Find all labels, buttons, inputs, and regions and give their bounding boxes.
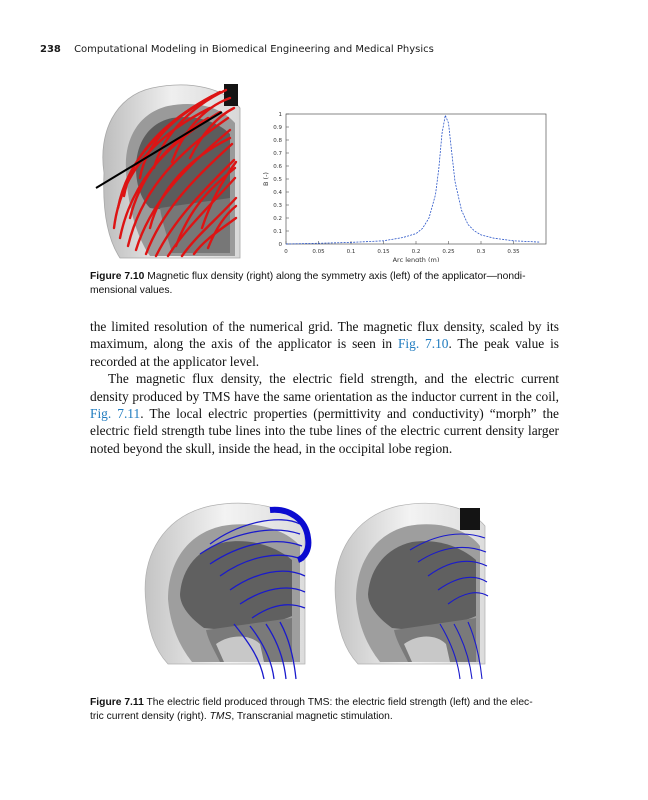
paragraph-1 bbox=[90, 318, 559, 370]
figure-7-10 bbox=[90, 78, 560, 262]
y-tick-label: 1 bbox=[278, 112, 282, 118]
figure-7-11-label: Figure 7.11 bbox=[90, 697, 144, 708]
y-tick-label: 0.3 bbox=[273, 203, 282, 209]
paragraph-1-text-a: the limited resolution of the numerical grid. The magnetic flux density, scaled by its maximum, along the axis of the applicator is seen in bbox=[90, 319, 559, 352]
x-tick-label: 0.35 bbox=[507, 249, 520, 255]
figure-7-10-graphics bbox=[90, 78, 560, 262]
figure-7-11-link[interactable]: Fig. 7.11 bbox=[90, 406, 141, 422]
figure-7-10-caption-line2: mensional values. bbox=[90, 285, 173, 296]
x-axis-label: Arc length (m) bbox=[392, 256, 440, 262]
figure-7-10-caption-line1: Magnetic flux density (right) along the symmetry axis (left) of the applicator—nondi- bbox=[144, 271, 526, 282]
electric-current-density-head bbox=[335, 503, 488, 679]
tms-abbreviation: TMS bbox=[209, 711, 232, 722]
running-header bbox=[40, 44, 434, 55]
figure-7-11 bbox=[140, 494, 510, 684]
x-tick-label: 0.2 bbox=[411, 249, 421, 255]
x-tick-label: 0.05 bbox=[312, 249, 325, 255]
y-tick-label: 0 bbox=[278, 242, 282, 248]
figure-7-11-caption bbox=[90, 696, 560, 724]
y-tick-label: 0.1 bbox=[273, 229, 282, 235]
tms-definition: , Transcranial magnetic stimulation. bbox=[231, 711, 393, 722]
x-tick-label: 0.1 bbox=[346, 249, 356, 255]
y-tick-label: 0.7 bbox=[273, 151, 282, 157]
page-number: 238 bbox=[40, 44, 61, 55]
plot-frame bbox=[286, 114, 546, 244]
x-tick-label: 0 bbox=[284, 249, 288, 255]
flux-density-plot bbox=[262, 112, 546, 262]
x-tick-label: 0.3 bbox=[476, 249, 486, 255]
figure-7-10-link[interactable]: Fig. 7.10 bbox=[397, 336, 449, 352]
paragraph-1-text-b: . The peak value is recorded at the applicator level. bbox=[90, 336, 559, 369]
paragraph-2-text-a: The magnetic flux density, the electric field strength, and the electric current density produced by TMS have the same orientation as the inductor current in the coil, bbox=[90, 371, 559, 404]
x-tick-label: 0.15 bbox=[377, 249, 390, 255]
paragraph-2 bbox=[90, 370, 559, 457]
figure-7-10-label: Figure 7.10 bbox=[90, 271, 145, 282]
applicator-coil-icon bbox=[224, 84, 238, 106]
y-tick-label: 0.5 bbox=[273, 177, 282, 183]
x-tick-label: 0.25 bbox=[442, 249, 455, 255]
figure-7-11-graphics bbox=[140, 494, 510, 684]
head-model-illustration bbox=[96, 84, 240, 258]
running-title: Computational Modeling in Biomedical Engineering and Medical Physics bbox=[74, 44, 434, 55]
paragraph-2-text-b: . The local electric properties (permittivity and conductivity) “morph” the electric field strength tube lines into the tube lines of the electric current density larger noted beyond the skull, inside the head, in the occipital lobe region. bbox=[90, 406, 559, 456]
body-text bbox=[90, 318, 559, 457]
figure-7-10-caption bbox=[90, 270, 560, 298]
y-axis-label: B (-) bbox=[262, 172, 270, 186]
applicator-coil-icon-right bbox=[460, 508, 480, 530]
y-tick-label: 0.2 bbox=[273, 216, 282, 222]
y-tick-label: 0.8 bbox=[273, 138, 282, 144]
electric-field-strength-head bbox=[145, 503, 308, 679]
figure-7-11-caption-line2: tric current density (right). bbox=[90, 711, 210, 722]
figure-7-11-caption-line1: The electric field produced through TMS: the electric field strength (left) and the elec- bbox=[143, 697, 533, 708]
y-tick-label: 0.4 bbox=[273, 190, 282, 196]
y-tick-label: 0.6 bbox=[273, 164, 282, 170]
y-tick-label: 0.9 bbox=[273, 125, 282, 131]
